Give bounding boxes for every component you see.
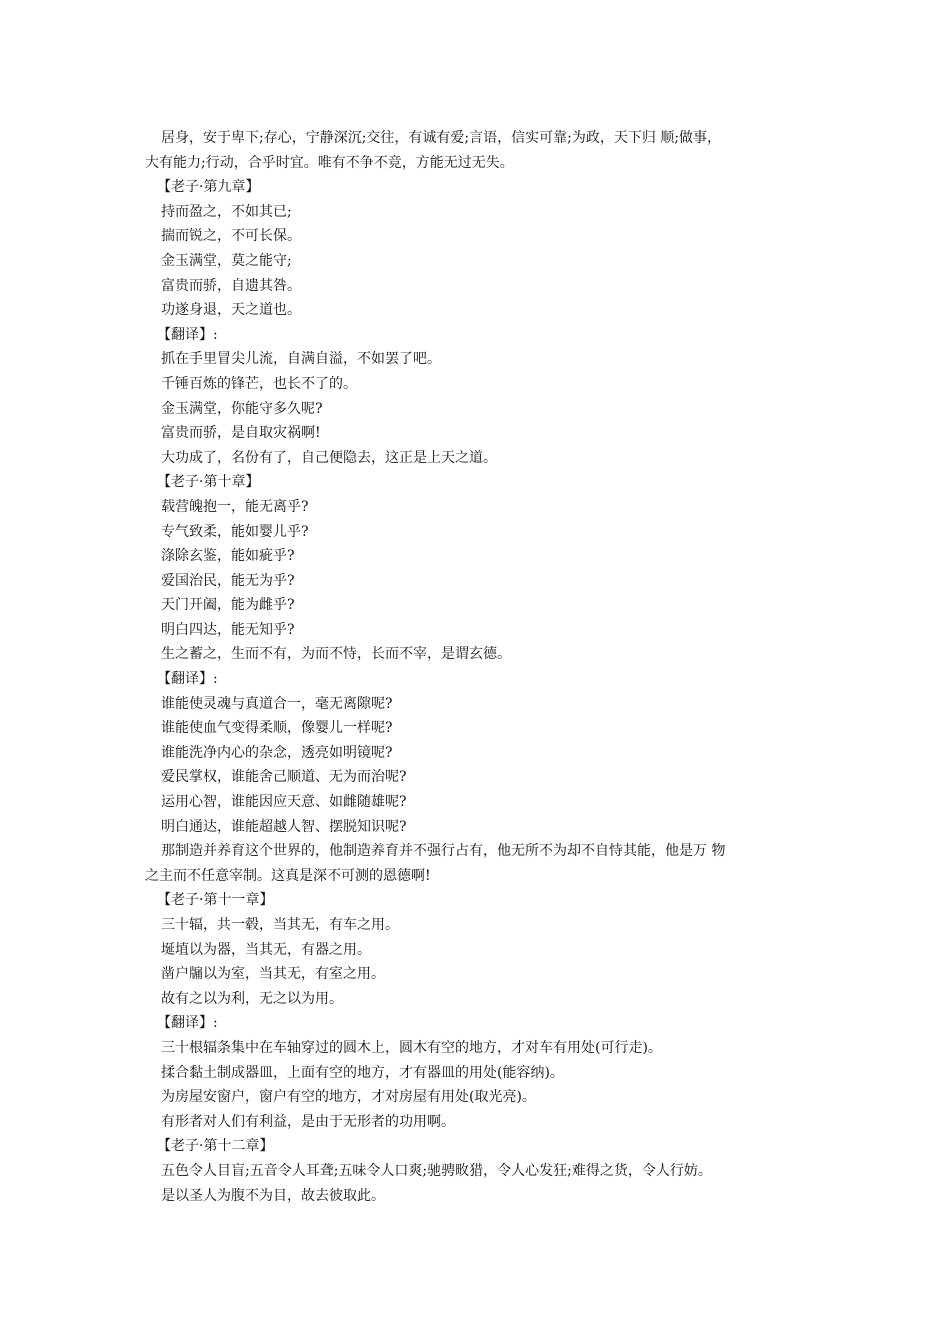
text-line: 揣而锐之，不可长保。: [161, 228, 301, 245]
text-line: 明白通达，谁能超越人智、摆脱知识呢?: [161, 818, 407, 835]
text-line: 天门开阖，能为雌乎?: [161, 597, 295, 614]
text-line: 涤除玄鉴，能如疵乎?: [161, 548, 295, 565]
text-line: 生之蓄之，生而不有，为而不恃，长而不宰，是谓玄德。: [161, 646, 511, 663]
text-line: 是以圣人为腹不为目，故去彼取此。: [161, 1187, 385, 1204]
text-line: 埏埴以为器，当其无，有器之用。: [161, 941, 371, 958]
text-line: 金玉满堂，莫之能守;: [161, 252, 292, 269]
text-line: 明白四达，能无知乎?: [161, 621, 295, 638]
text-line: 载营魄抱一，能无离乎?: [161, 498, 309, 515]
text-line-continuation: 之主而不任意宰制。这真是深不可测的恩德啊!: [145, 867, 431, 884]
text-line: 大功成了，名份有了，自己便隐去，这正是上天之道。: [161, 449, 497, 466]
text-line: 谁能使灵魂与真道合一，毫无离隙呢?: [161, 695, 393, 712]
text-line: 千锤百炼的锋芒，也长不了的。: [161, 375, 357, 392]
text-line: 抓在手里冒尖儿流，自满自溢，不如罢了吧。: [161, 351, 441, 368]
section-heading: 【翻译】:: [157, 671, 218, 688]
text-line: 凿户牖以为室，当其无，有室之用。: [161, 966, 385, 983]
text-line: 为房屋安窗户，窗户有空的地方，才对房屋有用处(取光亮)。: [161, 1089, 536, 1106]
text-line: 有形者对人们有利益，是由于无形者的功用啊。: [161, 1113, 455, 1130]
text-line: 居身，安于卑下;存心，宁静深沉;交往，有诚有爱;言语，信实可靠;为政，天下归 顺;做事，: [161, 130, 722, 146]
text-line: 故有之以为利，无之以为用。: [161, 990, 343, 1007]
text-line: 那制造并养育这个世界的，他制造养育并不强行占有，他无所不为却不自恃其能，他是万 物: [161, 843, 726, 860]
text-line: 持而盈之，不如其已;: [161, 203, 292, 220]
section-heading: 【老子·第十章】: [157, 474, 260, 491]
text-line-continuation: 大有能力;行动，合乎时宜。唯有不争不竞，方能无过无失。: [145, 154, 514, 171]
text-line: 爱国治民，能无为乎?: [161, 572, 295, 589]
text-line: 金玉满堂，你能守多久呢?: [161, 400, 323, 417]
section-heading: 【翻译】:: [157, 326, 218, 343]
text-line: 富贵而骄，自遗其咎。: [161, 277, 301, 294]
section-heading: 【老子·第九章】: [157, 179, 260, 196]
text-line: 运用心智，谁能因应天意、如雌随雄呢?: [161, 794, 407, 811]
document-body: [145, 126, 810, 1208]
text-line: 揉合黏土制成器皿，上面有空的地方，才有器皿的用处(能容纳)。: [161, 1064, 564, 1081]
text-line: 爱民掌权，谁能舍己顺道、无为而治呢?: [161, 769, 407, 786]
text-line: 谁能使血气变得柔顺，像婴儿一样呢?: [161, 720, 393, 737]
text-line: 五色令人目盲;五音令人耳聋;五味令人口爽;驰骋畋猎，令人心发狂;难得之货，令人行妨。: [161, 1162, 712, 1179]
text-line: 三十根辐条集中在车轴穿过的圆木上，圆木有空的地方，才对车有用处(可行走)。: [161, 1039, 662, 1056]
section-heading: 【老子·第十一章】: [157, 892, 274, 909]
text-line: 富贵而骄，是自取灾祸啊!: [161, 425, 321, 442]
section-heading: 【翻译】:: [157, 1015, 218, 1032]
text-line: 三十辐，共一毂，当其无，有车之用。: [161, 917, 399, 933]
text-line: 谁能洗净内心的杂念，透亮如明镜呢?: [161, 744, 393, 761]
section-heading: 【老子·第十二章】: [157, 1138, 274, 1155]
text-line: 功遂身退，天之道也。: [161, 302, 301, 319]
text-line: 专气致柔，能如婴儿乎?: [161, 523, 309, 540]
